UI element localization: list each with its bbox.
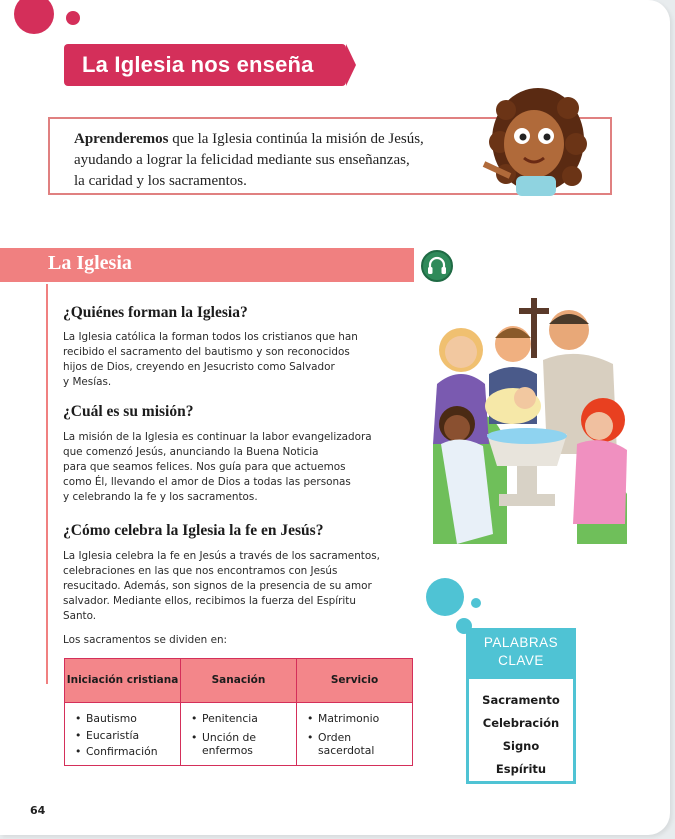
text-line: que comenzó Jesús, anunciando la Buena Noticia <box>63 446 319 458</box>
objective-line1: que la Iglesia continúa la misión de Jesús, <box>168 131 424 147</box>
table-intro-text: Los sacramentos se dividen en: <box>63 634 228 646</box>
text-line: y celebrando la fe y los sacramentos. <box>63 491 258 503</box>
table-header-servicio: Servicio <box>297 659 413 703</box>
text-line: La Iglesia celebra la fe en Jesús a través de los sacramentos, <box>63 550 380 562</box>
table-header-sanacion: Sanación <box>181 659 297 703</box>
keywords-heading <box>469 631 573 679</box>
list-item: • Confirmación <box>75 744 172 761</box>
decorative-circle-cyan-small <box>471 598 481 608</box>
decorative-circle-small <box>66 11 80 25</box>
page-number: 64 <box>30 804 46 817</box>
text-line: resucitado. Además, son signos de la presencia de su amor <box>63 580 372 592</box>
objective-bold: Aprenderemos <box>74 131 169 147</box>
section-heading: La Iglesia <box>0 248 414 282</box>
answer-paragraph-2 <box>63 430 413 505</box>
keyword-item: Espíritu <box>495 762 547 776</box>
text-line: hijos de Dios, creyendo en Jesucristo como Salvador <box>63 361 335 373</box>
section-rule <box>46 284 48 684</box>
text-line: recibido el sacramento del bautismo y son reconocidos <box>63 346 350 358</box>
table-cell-servicio <box>297 703 413 766</box>
headphones-icon <box>423 252 451 280</box>
text-line: celebraciones en las que nos encontramos con Jesús <box>63 565 338 577</box>
answer-paragraph-1 <box>63 330 413 390</box>
keywords-list <box>469 679 573 781</box>
list-item: • Bautismo <box>75 711 172 728</box>
keyword-item: Signo <box>502 739 540 753</box>
list-item: • Penitencia <box>191 711 288 728</box>
decorative-circle-large <box>14 0 54 34</box>
question-heading-3: ¿Cómo celebra la Iglesia la fe en Jesús? <box>63 522 324 539</box>
list-item: • Orden sacerdotal <box>307 731 404 757</box>
keywords-heading-line: CLAVE <box>498 653 544 668</box>
sacraments-table <box>64 658 413 766</box>
girl-illustration <box>476 80 596 200</box>
text-line: Santo. <box>63 610 97 622</box>
list-item: • Eucaristía <box>75 728 172 745</box>
objective-line3: la caridad y los sacramentos. <box>74 173 247 189</box>
text-line: La Iglesia católica la forman todos los cristianos que han <box>63 331 358 343</box>
audio-button[interactable] <box>421 250 453 282</box>
keyword-item: Sacramento <box>482 693 560 707</box>
text-line: como Él, llevando el amor de Dios a todas las personas <box>63 476 351 488</box>
list-item: • Unción de enfermos <box>191 731 288 757</box>
text-line: y Mesías. <box>63 376 112 388</box>
answer-paragraph-3 <box>63 549 413 624</box>
table-cell-sanacion <box>181 703 297 766</box>
text-line: para que seamos felices. Nos guía para que actuemos <box>63 461 346 473</box>
keywords-box <box>466 628 576 784</box>
question-heading-2: ¿Cuál es su misión? <box>63 403 194 420</box>
text-line: La misión de la Iglesia es continuar la labor evangelizadora <box>63 431 372 443</box>
keyword-item: Celebración <box>482 716 560 730</box>
list-item: • Matrimonio <box>307 711 404 728</box>
table-header-iniciacion: Iniciación cristiana <box>65 659 181 703</box>
text-line: salvador. Mediante ellos, recibimos la fuerza del Espíritu <box>63 595 356 607</box>
keywords-heading-line: PALABRAS <box>483 635 559 650</box>
decorative-circle-cyan-large <box>426 578 464 616</box>
question-heading-1: ¿Quiénes forman la Iglesia? <box>63 304 248 321</box>
page-title: La Iglesia nos enseña <box>64 44 346 86</box>
table-cell-iniciacion <box>65 703 181 766</box>
objective-line2: ayudando a lograr la felicidad mediante sus enseñanzas, <box>74 152 410 168</box>
baptism-illustration <box>427 294 633 544</box>
